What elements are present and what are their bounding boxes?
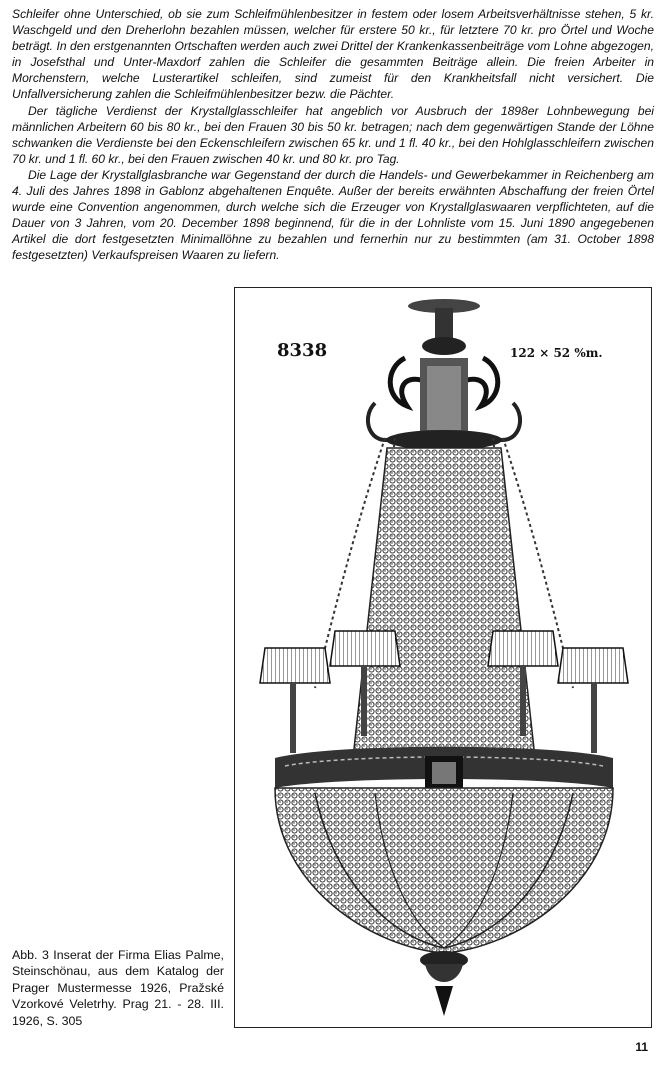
paragraph-3: Die Lage der Krystallglasbranche war Gegenstand der durch die Handels- und Gewerbekammer in Reichenberg am 4. Juli des Jahres 1898 in Gablonz abgehaltenen Enquête. Außer der bereits erwähnten Abschaffung der freien Örtel wurde eine Convention angenommen, durch welche sich die Erzeuger von Krystallglaswaaren verpflichteten, auf die Dauer von 3 Jahren, vom 20. December 1898 beginnend, für die in der Lohnliste vom 15. Juni 1890 angegebenen Artikel die dort festgesetzten Minimallöhne zu bezahlen und fernerhin nur zu bestimmten (am 31. October 1898 festgesetzten) Verkaufspreisen Waaren zu liefern. (12, 167, 654, 263)
chandelier-figure (234, 287, 652, 1028)
catalog-number: 8338 (277, 340, 328, 361)
figure-caption: Abb. 3 Inserat der Firma Elias Palme, Steinschönau, aus dem Katalog der Prager Mustermesse 1926, Pražské Vzorkové Veletrhy. Prag 21. - 28. III. 1926, S. 305 (12, 948, 224, 1028)
right-outer-shade (558, 648, 628, 753)
body-text (12, 6, 654, 264)
chandelier-illustration-icon (235, 288, 652, 1028)
paragraph-1: Schleifer ohne Unterschied, ob sie zum Schleifmühlenbesitzer in festem oder losem Arbeitsverhältnisse stehen, 5 kr. Waschgeld und den Dreherlohn bezahlen müssen, welcher für erstere 50 kr., für letztere 70 kr. pro Örtel und Woche beträgt. In den erstgenannten Ortschaften werden auch zwei Drittel der Krankenkassenbeiträge vom Lohne abgezogen, in Josefsthal und Unter-Maxdorf zahlen die Schleifer die gesammten Beiträge allein. Die freien Arbeiter in Morchenstern, welche Lusterartikel schleifen, sind zumeist für den Krankheitsfall nicht versichert. Die Unfallversicherung zahlen die Schleifmühlenbesitzer bezw. die Pächter. (12, 7, 654, 102)
left-outer-shade (260, 648, 330, 753)
paragraph-2: Der tägliche Verdienst der Krystallglasschleifer hat angeblich vor Ausbruch der 1898er Lohnbewegung bei männlichen Arbeitern 60 bis 80 kr., bei den Frauen 30 bis 50 kr. betragen; nach dem gegenwärtigen Stande der Löhne schwanken die Verdienste bei den Eckenschleifern zwischen 65 kr. und 1 fl. 40 kr., bei den Hohlglasschleifern zwischen 70 kr. und 1 fl. 60 kr., bei den Frauen zwischen 40 kr. und 80 kr. pro Tag. (12, 103, 654, 166)
dimensions-label: 122 × 52 %m. (510, 346, 603, 360)
page-number: 11 (635, 1040, 648, 1054)
